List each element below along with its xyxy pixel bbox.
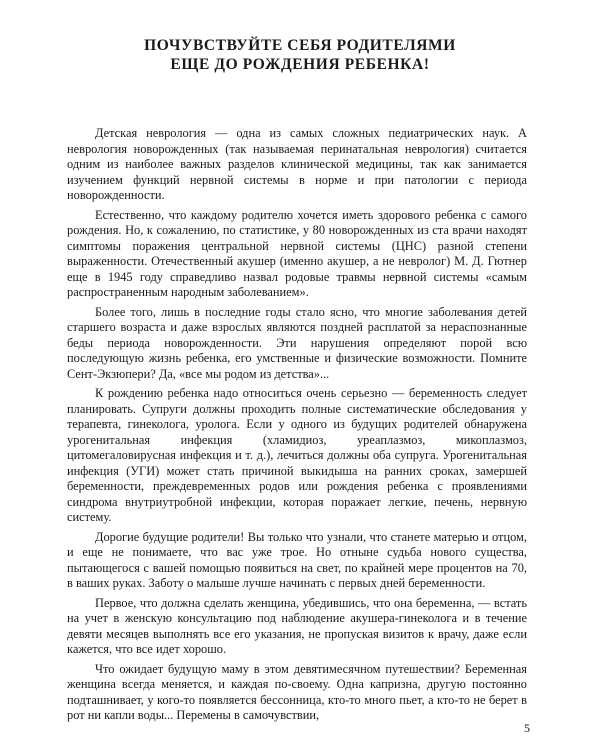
title-line-2: ЕЩЕ ДО РОЖДЕНИЯ РЕБЕНКА! <box>170 56 430 73</box>
paragraph: Более того, лишь в последние годы стало ясно, что многие заболевания детей старшего возраста и даже взрослых являются поздней расплатой за нераспознанные беды периода новорожденности. Эти нарушения определяют порой всю последующую жизнь ребенка, его умственные и физические возможности. Помните Сент-Экзюпери? Да, «все мы родом из детства»... <box>67 304 527 381</box>
page-number: 5 <box>524 721 530 735</box>
paragraph: Дорогие будущие родители! Вы только что узнали, что станете матерью и отцом, и еще не понимаете, что вас уже трое. Но отныне судьба нового существа, пытающегося с вашей помощью появиться на свет, по крайней мере процентов на 70, в ваших руках. Заботу о малыше лучше начинать с первых дней беременности. <box>67 529 527 590</box>
paragraph: Первое, что должна сделать женщина, убедившись, что она беременна, — встать на учет в женскую консультацию под наблюдение акушера-гинеколога и в течение девяти месяцев выполнять все его указания, не пропуская визитов к врачу, даже если кажется, что все идет хорошо. <box>67 595 527 656</box>
title-line-1: ПОЧУВСТВУЙТЕ СЕБЯ РОДИТЕЛЯМИ <box>144 37 456 54</box>
paragraph: Что ожидает будущую маму в этом девятимесячном путешествии? Беременная женщина всегда меняется, и каждая по-своему. Одна капризна, другую постоянно подташнивает, у кого-то появляется бессонница, кто-то много пьет, а кто-то не берет в рот ни капли воды... Перемены в самочувствии, <box>67 661 527 722</box>
body-text <box>67 126 527 728</box>
paragraph: К рождению ребенка надо относиться очень серьезно — беременность следует планировать. Супруги должны проходить полные систематические обследования у терапевта, гинеколога, уролога. Если у одного из будущих родителей обнаружена урогенитальная инфекция (хламидиоз, уреаплазмоз, микоплазмоз, цитомегаловирусная инфекция и т. д.), лечиться должны оба супруга. Урогенитальная инфекция (УГИ) может стать причиной выкидыша на ранних сроках, замершей беременности, преждевременных родов или рождения ребенка с проявлениями синдрома внутриутробной инфекции, которая поражает легкие, печень, нервную систему. <box>67 386 527 524</box>
paragraph: Детская неврология — одна из самых сложных педиатрических наук. А неврология новорожденных (так называемая перинатальная неврология) считается одним из наиболее важных разделов клинической медицины, так как занимается изучением функций нервной системы в норме и при патологии с периода новорожденности. <box>67 126 527 202</box>
paragraph: Естественно, что каждому родителю хочется иметь здорового ребенка с самого рождения. Но, к сожалению, по статистике, у 80 новорожденных из ста врачи находят симптомы поражения центральной нервной системы (ЦНС) разной степени выраженности. Отечественный акушер (именно акушер, а не невролог) М. Д. Гютнер еще в 1945 году справедливо назвал родовые травмы нервной системы «самым распространенным народным заболеванием». <box>67 207 527 299</box>
page-title <box>0 36 600 74</box>
